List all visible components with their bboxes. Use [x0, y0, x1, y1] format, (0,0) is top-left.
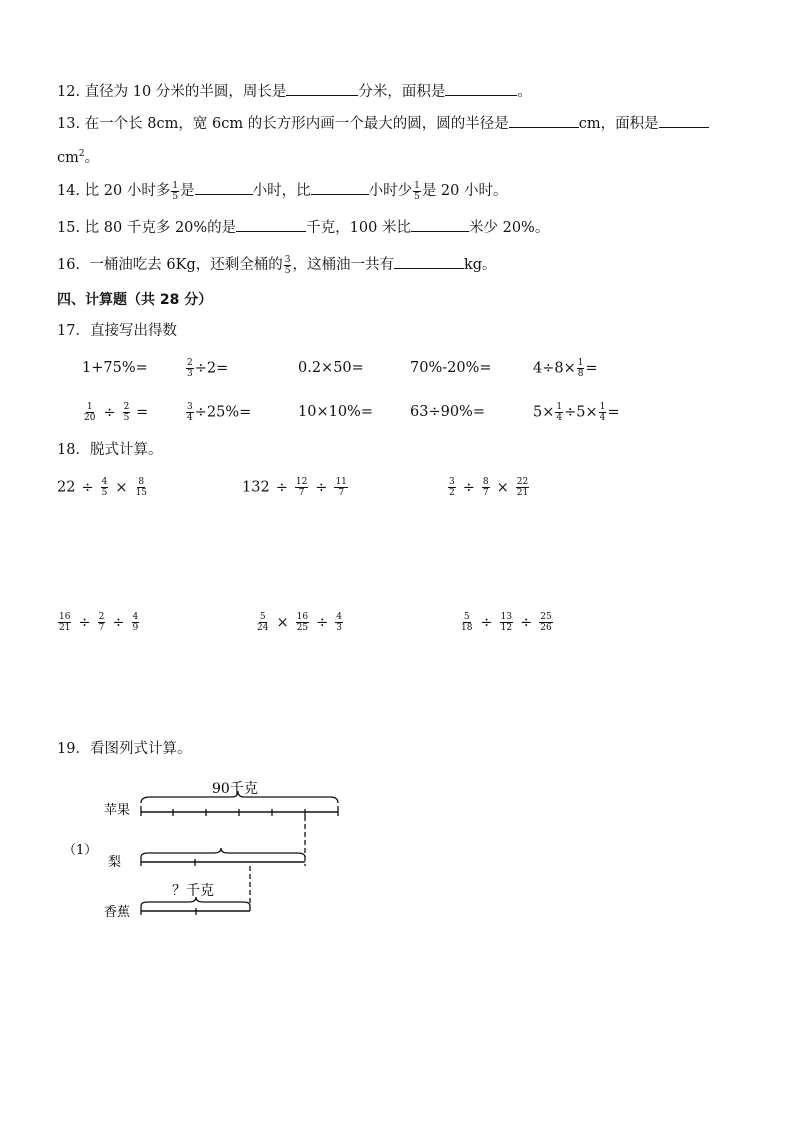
question-text: 一桶油吃去 6Kg，还剩全桶的	[89, 257, 283, 273]
oral-item: 5× $\frac{1}{4}$ ÷5× $\frac{1}{4}$ =	[533, 402, 620, 423]
oral-item: 4÷8× $\frac{1}{8}$ =	[533, 358, 598, 379]
section-heading: 四、计算题（共 28 分）	[57, 292, 213, 308]
question-19-title: 19．看图列式计算。	[57, 741, 192, 757]
oral-item: 1+75%=	[82, 360, 148, 376]
unknown-label: ？千克	[172, 883, 214, 899]
question-text: 千克，100 米比	[306, 220, 411, 236]
question-text: 是 20 小时。	[421, 183, 508, 199]
question-17-title: 17．直接写出得数	[57, 323, 177, 339]
brace-pear	[141, 848, 305, 857]
question-text: 在一个长 8cm，宽 6cm 的长方形内画一个最大的圆，圆的半径是	[84, 116, 509, 132]
fraction: $\frac{1}{5}$	[172, 180, 179, 202]
question-text: 是	[180, 183, 195, 199]
question-number: 14.	[57, 183, 81, 199]
question-12	[57, 81, 532, 102]
answer-blank[interactable]	[445, 81, 517, 96]
question-number: 13.	[57, 116, 81, 132]
answer-blank[interactable]	[195, 180, 253, 195]
calc-expression: $\frac{5}{24}$ × $\frac{16}{25}$ ÷ $\frac{4}{3}$	[257, 612, 342, 633]
answer-blank[interactable]	[659, 113, 709, 128]
answer-blank[interactable]	[509, 113, 579, 128]
question-text: 小时，比	[252, 183, 311, 199]
question-text: 比 20 小时多	[84, 183, 171, 199]
question-14	[57, 180, 507, 202]
fraction: $\frac{1}{5}$	[414, 180, 420, 202]
oral-item: 63÷90%=	[410, 404, 485, 420]
label-apple: 苹果	[104, 803, 131, 818]
question-number: 16.	[57, 257, 81, 273]
answer-blank[interactable]	[411, 217, 469, 232]
question-number: 12.	[57, 84, 81, 100]
question-text: 分米，面积是	[358, 84, 446, 100]
question-16	[57, 254, 497, 276]
oral-item: 10×10%=	[298, 404, 373, 420]
calc-expression: $\frac{5}{18}$ ÷ $\frac{13}{12}$ ÷ $\frac{25}{26}$	[461, 612, 552, 633]
question-text: 米少 20%。	[468, 220, 550, 236]
question-text: cm，面积是	[578, 116, 659, 132]
oral-item: 0.2×50=	[298, 360, 364, 376]
unit-text: cm	[57, 149, 79, 166]
question-15	[57, 217, 549, 238]
oral-item: 70%-20%=	[410, 360, 492, 376]
question-text: 比 80 千克多 20%的是	[84, 220, 237, 236]
label-banana: 香蕉	[104, 905, 131, 920]
question-text: 直径为 10 分米的半圆，周长是	[84, 84, 287, 100]
oral-item: $\frac{2}{3}$ ÷2=	[187, 358, 229, 379]
total-label: 90千克	[212, 781, 258, 797]
calc-expression: 22 ÷ $\frac{4}{5}$ × $\frac{8}{15}$	[57, 477, 147, 498]
answer-blank[interactable]	[311, 180, 369, 195]
question-text: ，这桶油一共有	[292, 257, 394, 273]
question-text: 。	[517, 84, 532, 100]
calc-expression: $\frac{3}{2}$ ÷ $\frac{8}{7}$ × $\frac{22}{21}$	[449, 477, 529, 498]
question-text: 小时少	[368, 183, 413, 199]
question-13	[57, 113, 709, 134]
calc-expression: $\frac{16}{21}$ ÷ $\frac{2}{7}$ ÷ $\frac{4}{9}$	[59, 612, 139, 633]
oral-item: $\frac{3}{4}$ ÷25%=	[187, 402, 252, 423]
part-label: （1）	[63, 843, 98, 858]
question-13-continued	[57, 144, 99, 168]
brace-banana	[141, 897, 250, 906]
label-pear: 梨	[108, 855, 122, 870]
question-18-title: 18．脱式计算。	[57, 442, 163, 458]
question-number: 15.	[57, 220, 81, 236]
answer-blank[interactable]	[394, 254, 464, 269]
answer-blank[interactable]	[286, 81, 358, 96]
fraction: $\frac{3}{5}$	[284, 254, 291, 276]
unit-exponent: 2	[78, 149, 85, 159]
oral-item: $\frac{1}{20}$ ÷ $\frac{2}{5}$ =	[84, 402, 149, 423]
question-text: 。	[84, 149, 100, 166]
line-segment-diagram	[0, 770, 400, 930]
calc-expression: 132 ÷ $\frac{12}{7}$ ÷ $\frac{11}{7}$	[242, 477, 347, 498]
question-text: kg。	[463, 257, 497, 273]
answer-blank[interactable]	[236, 217, 306, 232]
